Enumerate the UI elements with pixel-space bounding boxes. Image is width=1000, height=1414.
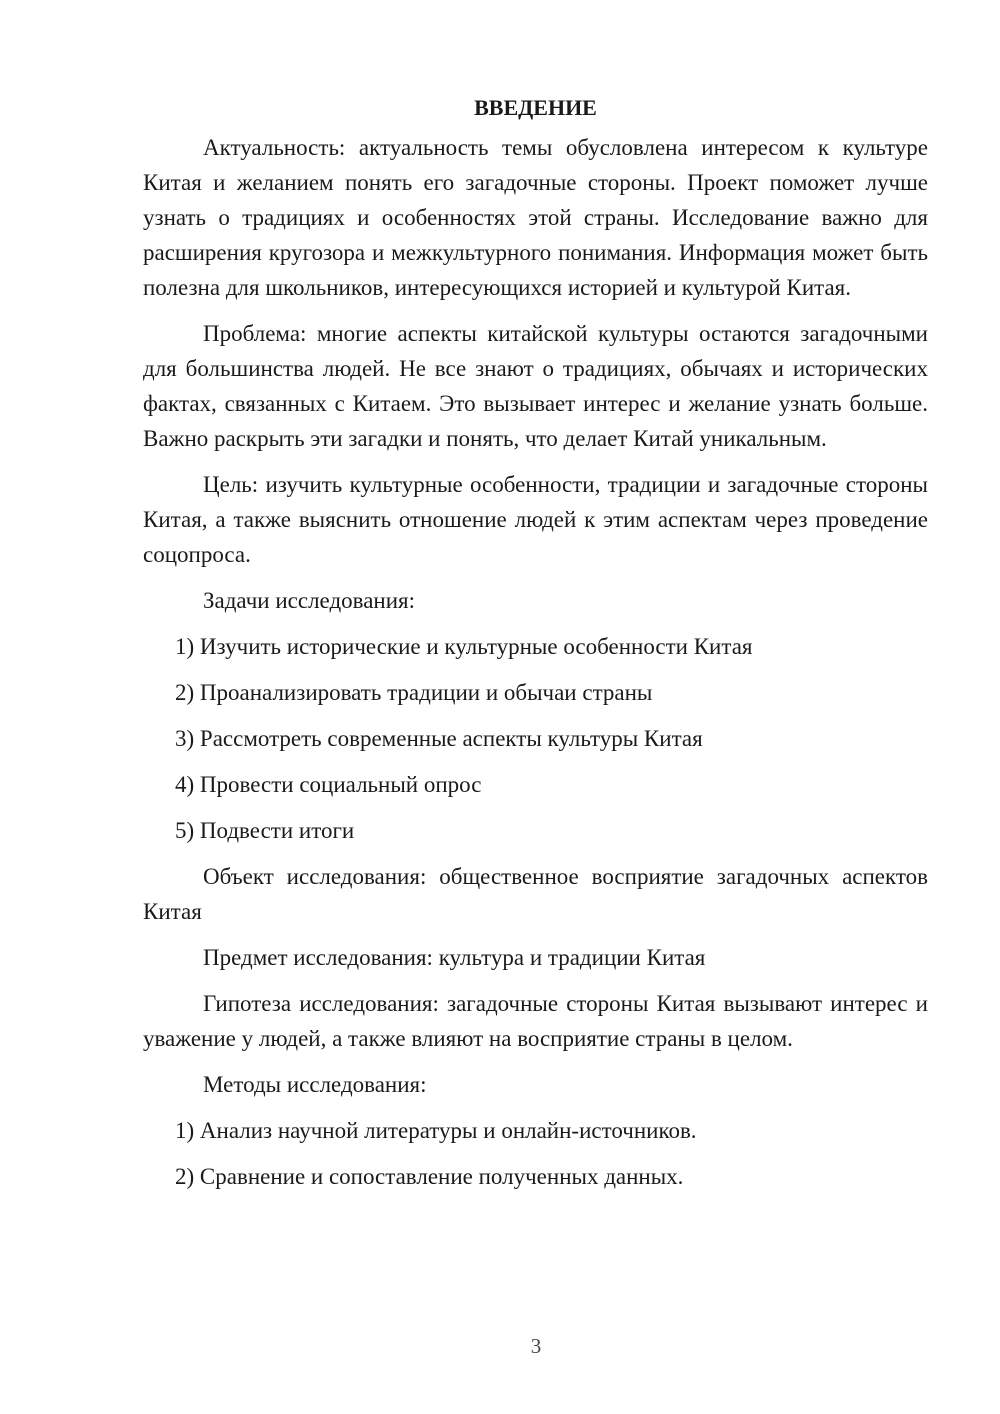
task-item: 5) Подвести итоги (175, 818, 355, 843)
relevance-paragraph: Актуальность: актуальность темы обусловлена интересом к культуре Китая и желанием понять его загадочные стороны. Проект поможет лучше узнать о традициях и особенностях этой страны. Исследование важно для расширения кругозора и межкультурного понимания. Информация может быть полезна для школьников, интересующихся историей и культурой Китая. (143, 135, 928, 300)
methods-heading: Методы исследования: (203, 1072, 427, 1097)
problem-paragraph: Проблема: многие аспекты китайской культуры остаются загадочными для большинства людей. Не все знают о традициях, обычаях и исторических фактах, связанных с Китаем. Это вызывает интерес и желание узнать больше. Важно раскрыть эти загадки и понять, что делает Китай уникальным. (143, 321, 928, 451)
subject-paragraph: Предмет исследования: культура и традиции Китая (203, 945, 706, 970)
section-heading: ВВЕДЕНИЕ (474, 95, 597, 120)
method-item: 1) Анализ научной литературы и онлайн-источников. (175, 1118, 697, 1143)
hypothesis-paragraph: Гипотеза исследования: загадочные стороны Китая вызывают интерес и уважение у людей, а также влияют на восприятие страны в целом. (143, 991, 928, 1051)
document-page (143, 90, 928, 1205)
page-number: 3 (530, 1334, 542, 1358)
goal-paragraph: Цель: изучить культурные особенности, традиции и загадочные стороны Китая, а также выяснить отношение людей к этим аспектам через проведение соцопроса. (143, 472, 928, 567)
task-item: 3) Рассмотреть современные аспекты культуры Китая (175, 726, 703, 751)
task-item: 4) Провести социальный опрос (175, 772, 482, 797)
task-item: 2) Проанализировать традиции и обычаи страны (175, 680, 653, 705)
tasks-heading: Задачи исследования: (203, 588, 416, 613)
method-item: 2) Сравнение и сопоставление полученных данных. (175, 1164, 684, 1189)
object-paragraph: Объект исследования: общественное восприятие загадочных аспектов Китая (143, 864, 928, 924)
task-item: 1) Изучить исторические и культурные особенности Китая (175, 634, 753, 659)
